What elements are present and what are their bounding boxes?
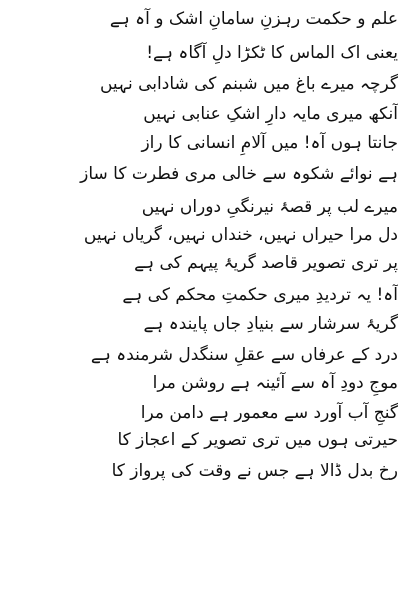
poem-line: یعنی اک الماس کا ٹکڑا دلِ آگاہ ہے! — [146, 43, 398, 63]
poem-line: گریۂ سرشار سے بنیادِ جاں پایندہ ہے — [143, 314, 398, 334]
poem-line: موجِ دودِ آہ سے آئینہ ہے روشن مرا — [152, 373, 398, 393]
poem-line: گنجِ آب آورد سے معمور ہے دامن مرا — [140, 403, 398, 423]
poem-line: پر تری تصویر قاصد گریۂ پیہم کی ہے — [134, 253, 398, 273]
poem-line: گرچہ میرے باغ میں شبنم کی شادابی نہیں — [99, 74, 398, 94]
poem-line: دل مرا حیراں نہیں، خنداں نہیں، گریاں نہیں — [83, 225, 398, 245]
poem-line: آہ! یہ تردیدِ میری حکمتِ محکم کی ہے — [122, 285, 398, 305]
poem-line: ہے نوائے شکوہ سے خالی مری فطرت کا ساز — [80, 164, 398, 184]
poem-line: حیرتی ہوں میں تری تصویر کے اعجاز کا — [117, 430, 398, 450]
poem-line: آنکھ میری مایہ دارِ اشکِ عنابی نہیں — [143, 104, 398, 124]
poem-line: علم و حکمت رہزنِ سامانِ اشک و آہ ہے — [109, 9, 398, 29]
poem-line: جانتا ہوں آہ! میں آلامِ انسانی کا راز — [141, 133, 398, 153]
poem-line: میرے لب پر قصۂ نیرنگیِ دوراں نہیں — [141, 197, 398, 217]
poem-line: درد کے عرفاں سے عقلِ سنگدل شرمندہ ہے — [90, 345, 398, 365]
poem-line: رخ بدل ڈالا ہے جس نے وقت کی پرواز کا — [111, 461, 398, 481]
